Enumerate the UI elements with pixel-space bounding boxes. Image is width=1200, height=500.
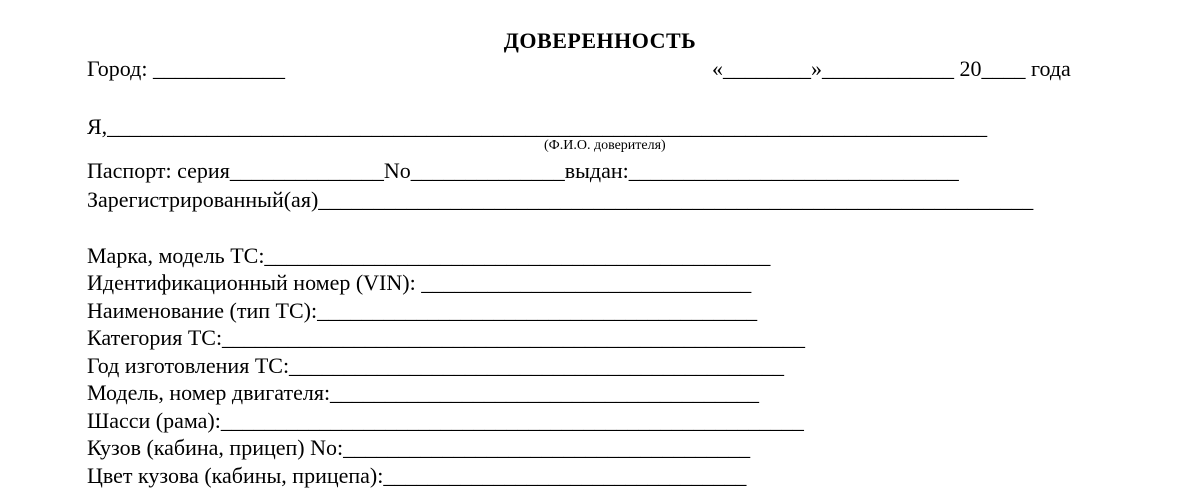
vehicle-field: Год изготовления ТС:_____________________________________________ (87, 353, 785, 378)
passport-line: Паспорт: серия______________No______________выдан:______________________________ (87, 158, 959, 183)
document-title: ДОВЕРЕННОСТЬ (503, 28, 697, 53)
vehicle-field: Категория ТС:_____________________________________________________ (87, 325, 806, 350)
vehicle-field: Кузов (кабина, прицеп) No:_____________________________________ (87, 435, 751, 460)
vehicle-field: Марка, модель ТС:______________________________________________ (87, 243, 771, 268)
vehicle-field: Идентификационный номер (VIN): ______________________________ (87, 270, 752, 295)
vehicle-field: Модель, номер двигателя:_______________________________________ (87, 380, 760, 405)
principal-name-caption: (Ф.И.О. доверителя) (544, 138, 666, 153)
vehicle-field: Шасси (рама):_____________________________________________________ (87, 408, 804, 433)
principal-name-line: Я,________________________________________________________________________________ (87, 114, 988, 139)
registered-line: Зарегистрированный(ая)_________________________________________________________________ (87, 187, 1034, 212)
vehicle-field: Цвет кузова (кабины, прицепа):_________________________________ (87, 463, 747, 488)
vehicle-field: Наименование (тип ТС):________________________________________ (87, 298, 758, 323)
date-line: «________»____________ 20____ года (712, 56, 1071, 81)
city-line: Город: ____________ (87, 56, 285, 81)
